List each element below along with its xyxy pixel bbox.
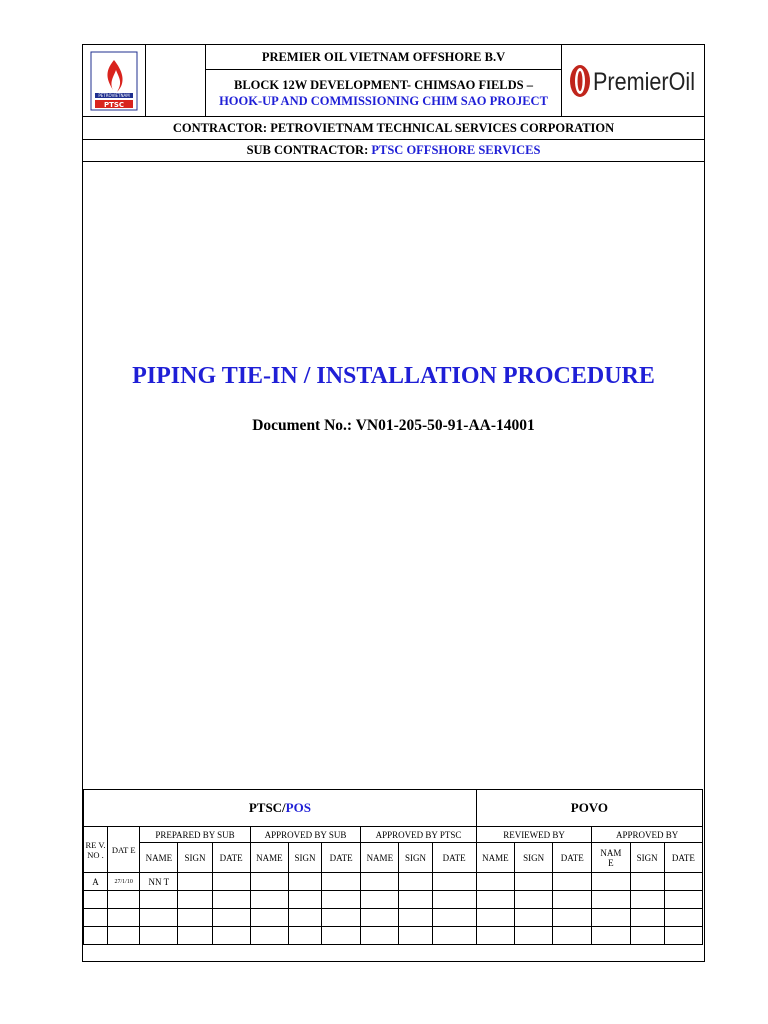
rev-no-header: RE V. NO . [84, 827, 108, 873]
sign-col-header: SIGN [630, 843, 664, 873]
premier-oil-logo-cell [561, 45, 704, 116]
blank-cell [145, 45, 205, 116]
sub-contractor-row [83, 139, 704, 162]
group-header-row [84, 790, 703, 827]
name-col-header: NAME [476, 843, 514, 873]
rev-cell: A [84, 873, 108, 891]
date-col-header: DATE [212, 843, 250, 873]
date-col-header: DATE [322, 843, 361, 873]
svg-text:PETROVIETNAM: PETROVIETNAM [98, 92, 130, 98]
prepared-by-sub-header: PREPARED BY SUB [140, 827, 251, 843]
role-header-row [84, 827, 703, 843]
field-header-row [84, 843, 703, 873]
reviewed-by-header: REVIEWED BY [476, 827, 592, 843]
svg-text:PremierOil: PremierOil [593, 67, 695, 96]
contractor-value: PETROVIETNAM TECHNICAL SERVICES CORPORATION [270, 120, 615, 135]
pos-label: POS [285, 800, 311, 815]
document-number-label: Document No.: [252, 417, 353, 434]
ptsc-label: PTSC/ [248, 800, 286, 815]
name-col-header: NAME [140, 843, 178, 873]
sign-col-header: SIGN [178, 843, 212, 873]
project-cell [205, 69, 561, 116]
contractor-row [83, 116, 704, 139]
povo-header: POVO [476, 790, 702, 827]
approved-by-ptsc-header: APPROVED BY PTSC [361, 827, 477, 843]
table-row [84, 927, 703, 945]
date-col-header: DATE [553, 843, 592, 873]
sub-contractor-value: PTSC OFFSHORE SERVICES [371, 143, 541, 157]
date-col-header: DATE [664, 843, 702, 873]
premier-oil-logo [568, 59, 698, 103]
approved-by-sub-header: APPROVED BY SUB [250, 827, 360, 843]
table-row [84, 891, 703, 909]
ptsc-pos-header [84, 790, 477, 827]
name-col-header: NAM E [592, 843, 630, 873]
table-row [84, 909, 703, 927]
document-number [83, 417, 704, 435]
company-name: PREMIER OIL VIETNAM OFFSHORE B.V [261, 49, 506, 64]
date-col-header: DATE [432, 843, 476, 873]
name-col-header: NAME [250, 843, 288, 873]
svg-text:PTSC: PTSC [103, 100, 125, 109]
sub-contractor-label: SUB CONTRACTOR: [246, 143, 369, 157]
date-cell: 27/1/10 [108, 873, 140, 891]
document-number-value: VN01-205-50-91-AA-14001 [355, 417, 535, 434]
approved-by-header: APPROVED BY [592, 827, 703, 843]
contractor-label: CONTRACTOR: [172, 120, 268, 135]
sign-col-header: SIGN [514, 843, 552, 873]
approval-table [83, 789, 703, 945]
petrovietnam-logo-cell [83, 45, 145, 116]
project-line-1: BLOCK 12W DEVELOPMENT- CHIMSAO FIELDS – [233, 78, 533, 92]
date-header: DAT E [108, 827, 140, 873]
company-name-cell [205, 45, 561, 69]
sign-col-header: SIGN [288, 843, 321, 873]
prepared-name-cell: NN T [140, 873, 178, 891]
project-line-2: HOOK-UP AND COMMISSIONING CHIM SAO PROJECT [219, 94, 548, 108]
petrovietnam-ptsc-logo [89, 50, 139, 112]
name-col-header: NAME [361, 843, 399, 873]
document-frame [82, 44, 705, 962]
sign-col-header: SIGN [399, 843, 432, 873]
document-title: PIPING TIE-IN / INSTALLATION PROCEDURE [132, 363, 655, 389]
table-row [84, 873, 703, 891]
